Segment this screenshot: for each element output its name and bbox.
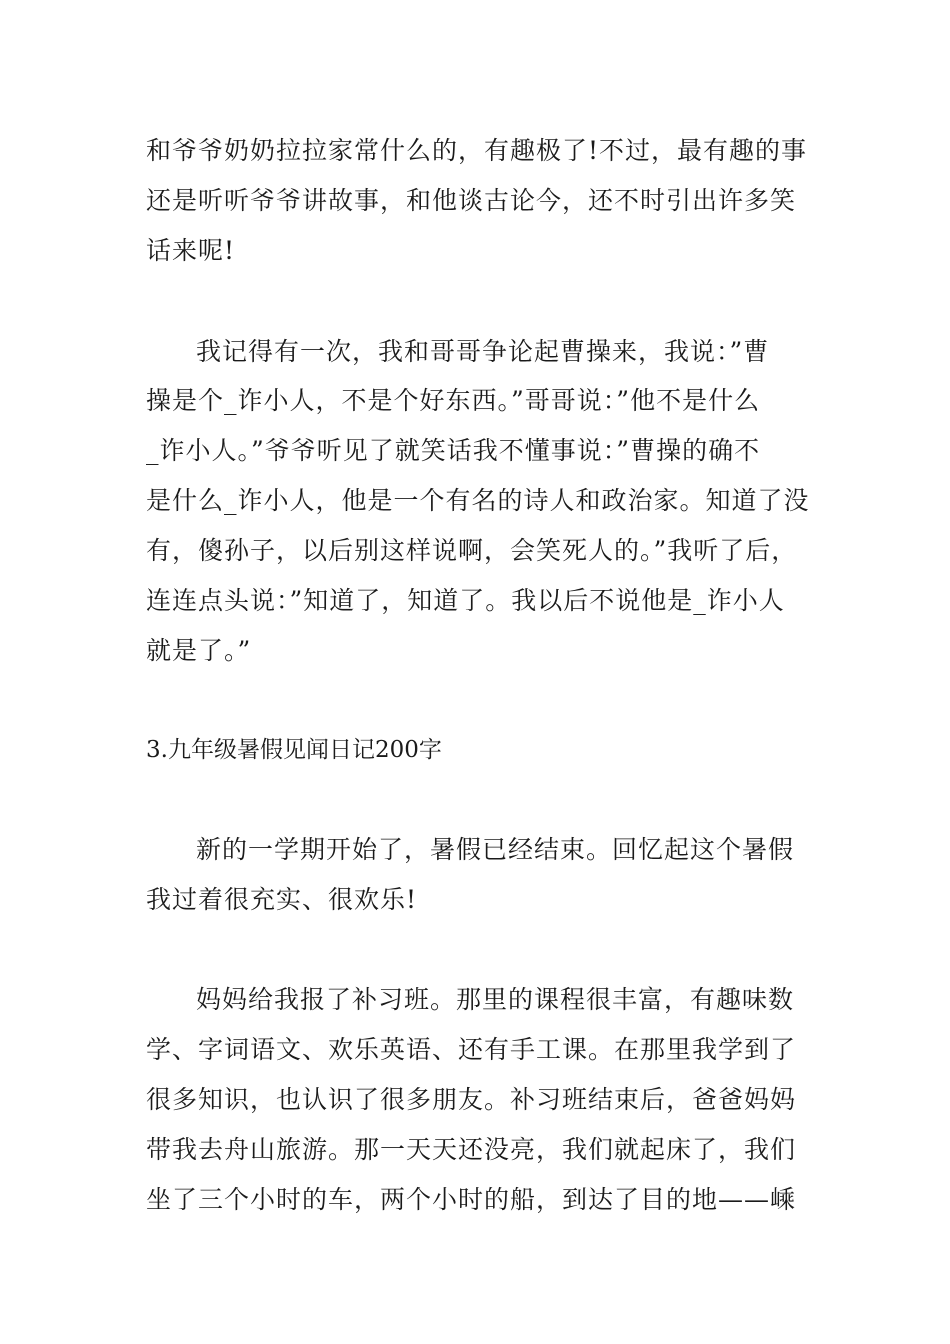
- paragraph-2-line-4: 是什么_诈小人，他是一个有名的诗人和政治家。知道了没: [146, 486, 810, 515]
- paragraph-4-line-5: 坐了三个小时的车，两个小时的船，到达了目的地——嵊: [146, 1185, 797, 1214]
- paragraph-2-line-7: 就是了。”: [146, 636, 252, 665]
- paragraph-2-line-1: 我记得有一次，我和哥哥争论起曹操来，我说：”曹: [196, 337, 770, 366]
- paragraph-3-line-2: 我过着很充实、很欢乐!: [146, 885, 418, 914]
- section-heading: 3.九年级暑假见闻日记200字: [146, 737, 442, 763]
- paragraph-4-line-2: 学、字词语文、欢乐英语、还有手工课。在那里我学到了: [146, 1035, 797, 1064]
- paragraph-2-line-3: _诈小人。”爷爷听见了就笑话我不懂事说：”曹操的确不: [146, 436, 761, 465]
- paragraph-1-line-3: 话来呢!: [146, 236, 236, 265]
- paragraph-2-line-5: 有，傻孙子，以后别这样说啊，会笑死人的。”我听了后，: [146, 536, 798, 565]
- paragraph-3-line-1: 新的一学期开始了，暑假已经结束。回忆起这个暑假: [196, 835, 795, 864]
- paragraph-4-line-3: 很多知识，也认识了很多朋友。补习班结束后，爸爸妈妈: [146, 1085, 797, 1114]
- paragraph-1-line-1: 和爷爷奶奶拉拉家常什么的，有趣极了!不过，最有趣的事: [146, 136, 808, 165]
- paragraph-4-line-4: 带我去舟山旅游。那一天天还没亮，我们就起床了，我们: [146, 1135, 797, 1164]
- paragraph-4-line-1: 妈妈给我报了补习班。那里的课程很丰富，有趣味数: [196, 985, 795, 1014]
- paragraph-2-line-6: 连连点头说：”知道了，知道了。我以后不说他是_诈小人: [146, 586, 785, 615]
- paragraph-1-line-2: 还是听听爷爷讲故事，和他谈古论今，还不时引出许多笑: [146, 186, 797, 215]
- paragraph-2-line-2: 操是个_诈小人，不是个好东西。”哥哥说：”他不是什么: [146, 386, 761, 415]
